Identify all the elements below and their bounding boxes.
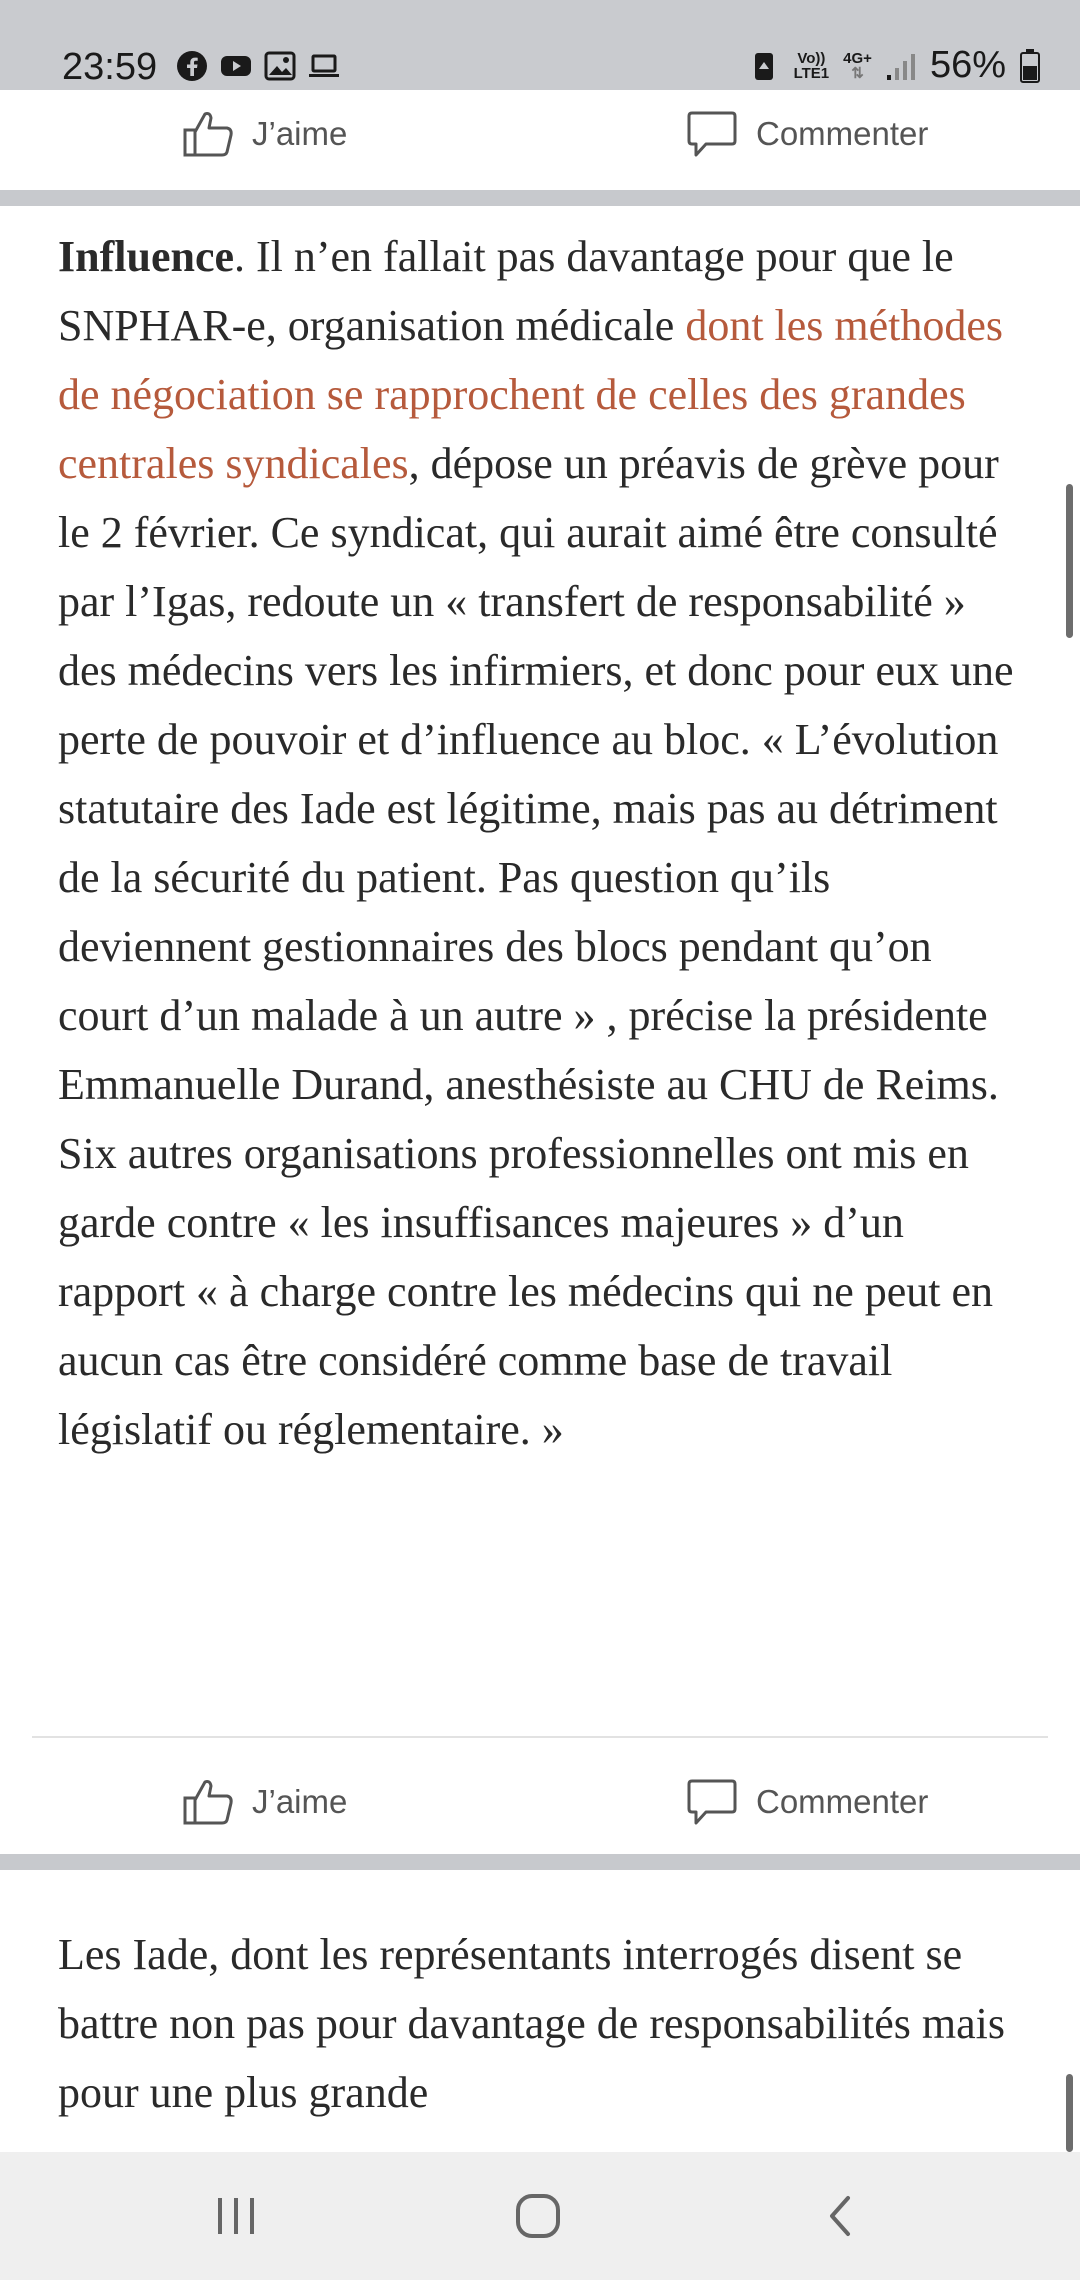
back-button[interactable] bbox=[800, 2180, 880, 2252]
article-paragraph bbox=[58, 222, 1028, 1464]
comment-icon bbox=[686, 1777, 738, 1827]
gallery-icon bbox=[264, 50, 296, 82]
next-article-clip bbox=[0, 1900, 1080, 2152]
laptop-icon bbox=[308, 50, 340, 82]
comment-label: Commenter bbox=[756, 1783, 929, 1820]
data-arrows-icon: ⇅ bbox=[851, 64, 864, 82]
like-label: J’aime bbox=[252, 1783, 348, 1820]
divider-line bbox=[32, 1736, 1048, 1738]
paragraph-lead: Influence bbox=[58, 232, 234, 281]
like-label: J’aime bbox=[252, 115, 348, 152]
notification-icons bbox=[176, 50, 340, 82]
section-separator bbox=[0, 190, 1080, 206]
next-article-paragraph: Les Iade, dont les représentants interrogés disent se battre non pas pour davantage de responsabilités mais pour une plus grande bbox=[58, 1930, 1005, 2117]
paragraph-text-2: , dépose un préavis de grève pour le 2 février. Ce syndicat, qui aurait aimé être consulté par l’Igas, redoute un « transfert de responsabilité » des médecins vers les infirmiers, et donc pour eux une perte de pouvoir et d’influence au bloc. « L’évolution statutaire des Iade est légitime, mais pas au détriment de la sécurité du patient. Pas question qu’ils deviennent gestionnaires des blocs pendant qu’on court d’un malade à un autre » , précise la présidente Emmanuelle Durand, anesthésiste au CHU de Reims. Six autres organisations professionnelles ont mis en garde contre « les insuffisances majeures » d’un rapport « à charge contre les médecins qui ne peut en aucun cas être considéré comme base de travail législatif ou réglementaire. » bbox=[58, 439, 1014, 1454]
home-icon bbox=[514, 2192, 562, 2240]
home-button[interactable] bbox=[498, 2180, 578, 2252]
comment-button[interactable] bbox=[686, 1752, 928, 1852]
section-separator bbox=[0, 1854, 1080, 1870]
bottom-action-bar bbox=[0, 1752, 1080, 1852]
thumbs-up-icon bbox=[182, 110, 234, 158]
scroll-indicator[interactable] bbox=[1066, 2074, 1073, 2152]
system-icons bbox=[748, 44, 1040, 87]
article-link[interactable]: dont les méthodes de négociation se rapprochent de celles des grandes centrales syndicales bbox=[58, 301, 1004, 488]
comment-icon bbox=[686, 109, 738, 159]
volte-indicator: Vo)) LTE1 bbox=[793, 49, 830, 82]
comment-label: Commenter bbox=[756, 115, 929, 152]
paragraph-text-1: . Il n’en fallait pas davantage pour que le SNPHAR-e, organisation médicale bbox=[58, 232, 954, 350]
like-button[interactable] bbox=[182, 1752, 347, 1852]
scroll-indicator[interactable] bbox=[1066, 484, 1073, 638]
top-action-bar bbox=[0, 90, 1080, 186]
comment-button[interactable] bbox=[686, 84, 928, 184]
youtube-icon bbox=[220, 50, 252, 82]
recent-apps-icon bbox=[212, 2196, 260, 2236]
data-saver-icon bbox=[748, 50, 780, 82]
recent-apps-button[interactable] bbox=[196, 2180, 276, 2252]
battery-percent: 56% bbox=[929, 44, 1006, 86]
back-icon bbox=[820, 2192, 860, 2240]
battery-icon bbox=[1020, 49, 1040, 83]
status-time: 23:59 bbox=[62, 46, 158, 88]
like-button[interactable] bbox=[182, 84, 347, 184]
network-indicator bbox=[843, 51, 872, 81]
thumbs-up-icon bbox=[182, 1778, 234, 1826]
network-type: 4G+ bbox=[843, 49, 872, 67]
facebook-icon bbox=[176, 50, 208, 82]
signal-icon bbox=[886, 51, 916, 81]
navigation-bar bbox=[0, 2152, 1080, 2280]
